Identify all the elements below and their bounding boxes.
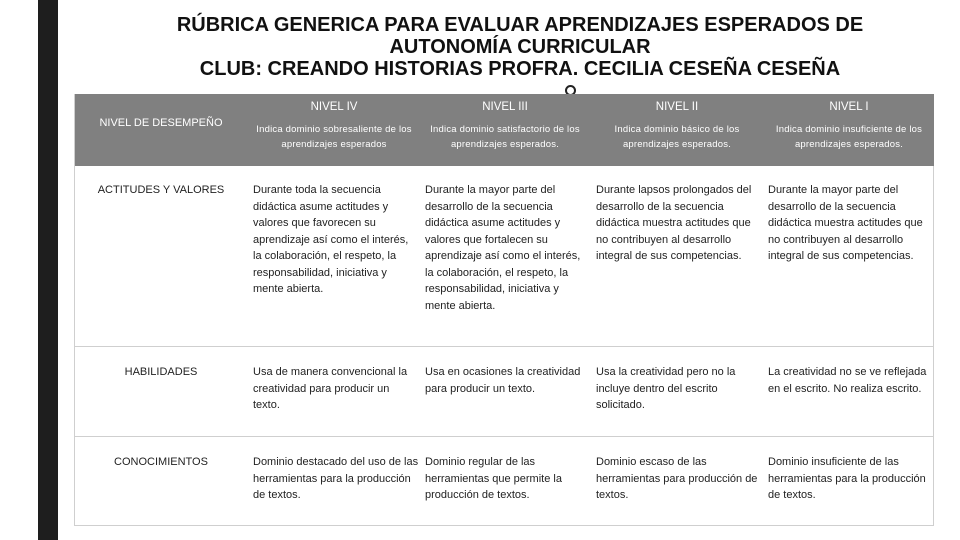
rubric-row-knowledge bbox=[75, 436, 934, 527]
left-accent-bar bbox=[38, 0, 58, 540]
rubric-cell: Durante la mayor parte del desarrollo de la secuencia didáctica muestra actitudes que no contribuyen al desarrollo integral de sus competencias. bbox=[768, 184, 923, 262]
rubric-table bbox=[74, 94, 934, 526]
level-description: Indica dominio satisfactorio de los aprendizajes esperados. bbox=[430, 124, 580, 150]
rubric-row-attitudes bbox=[75, 166, 934, 346]
row-label: ACTITUDES Y VALORES bbox=[97, 184, 225, 196]
header-level-ii bbox=[592, 100, 762, 152]
level-title: NIVEL IV bbox=[310, 101, 358, 113]
rubric-cell: Durante la mayor parte del desarrollo de la secuencia didáctica asume actitudes y valores que fortalecen su aprendizaje así como el interés, la colaboración, el respeto, la responsabilidad, iniciativa y mente abierta. bbox=[425, 184, 581, 312]
performance-level-label: NIVEL DE DESEMPEÑO bbox=[99, 117, 223, 129]
level-title: NIVEL I bbox=[829, 101, 869, 113]
rubric-cell: Dominio escaso de las herramientas para producción de textos. bbox=[596, 456, 758, 501]
title-line-2: AUTONOMÍA CURRICULAR bbox=[389, 36, 651, 58]
level-description: Indica dominio sobresaliente de los aprendizajes esperados bbox=[256, 124, 412, 150]
level-title: NIVEL III bbox=[482, 101, 528, 113]
rubric-cell: Dominio destacado del uso de las herramientas para la producción de textos. bbox=[253, 456, 419, 501]
title-line-1: RÚBRICA GENERICA PARA EVALUAR APRENDIZAJES ESPERADOS DE bbox=[176, 14, 864, 36]
document-title bbox=[140, 14, 900, 80]
row-label: CONOCIMIENTOS bbox=[114, 456, 208, 468]
rubric-cell: Usa de manera convencional la creatividad para producir un texto. bbox=[253, 366, 408, 411]
level-description: Indica dominio insuficiente de los aprendizajes esperados. bbox=[775, 124, 923, 150]
level-title: NIVEL II bbox=[655, 101, 699, 113]
rubric-header bbox=[75, 94, 934, 166]
header-level-iv bbox=[249, 100, 419, 152]
rubric-cell: La creatividad no se ve reflejada en el escrito. No realiza escrito. bbox=[768, 366, 927, 395]
header-level-iii bbox=[420, 100, 590, 152]
rubric-cell: Durante lapsos prolongados del desarrollo de la secuencia didáctica muestra actitudes que no contribuyen al desarrollo integral de sus competencias. bbox=[596, 184, 752, 262]
rubric-cell: Usa la creatividad pero no la incluye dentro del escrito solicitado. bbox=[596, 366, 736, 411]
header-level-i bbox=[764, 100, 934, 152]
title-line-3: CLUB: CREANDO HISTORIAS PROFRA. CECILIA CESEÑA CESEÑA bbox=[199, 58, 841, 80]
rubric-row-skills bbox=[75, 346, 934, 437]
rubric-cell: Dominio regular de las herramientas que permite la producción de textos. bbox=[425, 456, 562, 501]
level-description: Indica dominio básico de los aprendizajes esperados. bbox=[614, 124, 740, 150]
rubric-cell: Dominio insuficiente de las herramientas para la producción de textos. bbox=[768, 456, 926, 501]
rubric-cell: Usa en ocasiones la creatividad para producir un texto. bbox=[425, 366, 581, 395]
row-label: HABILIDADES bbox=[124, 366, 198, 378]
rubric-cell: Durante toda la secuencia didáctica asume actitudes y valores que favorecen su aprendizaje así como el interés, la colaboración, el respeto, la responsabilidad, iniciativa y mente abierta. bbox=[253, 184, 409, 295]
